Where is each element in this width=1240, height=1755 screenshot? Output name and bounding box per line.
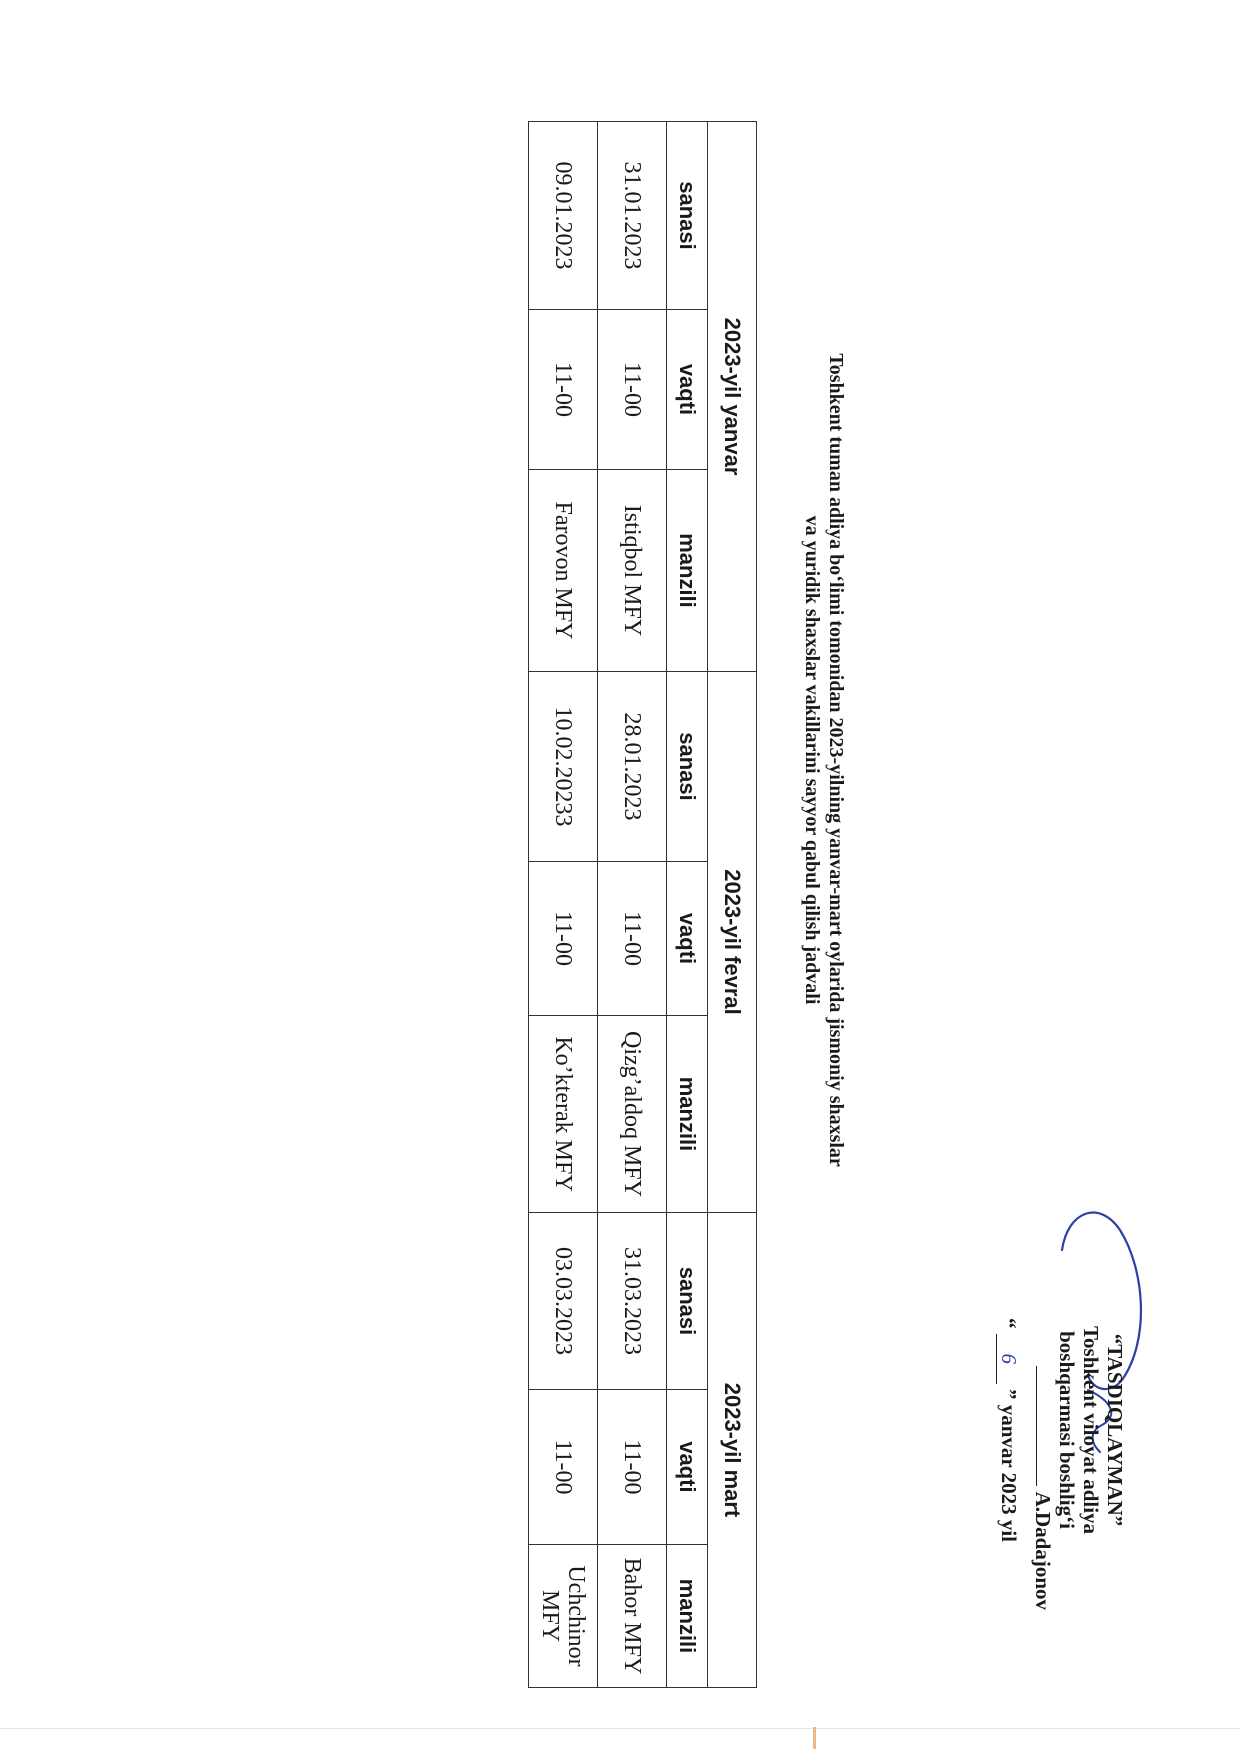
month-header: 2023-yil fevral — [708, 672, 757, 1213]
table-cell: 31.01.2023 — [598, 122, 667, 310]
table-cell: 31.03.2023 — [598, 1213, 667, 1390]
scan-edge-mark — [813, 1727, 816, 1749]
approval-position-line1: Toshkent viloyat adliya — [1079, 1325, 1103, 1535]
month-header: 2023-yil yanvar — [708, 122, 757, 672]
table-cell: 11-00 — [598, 862, 667, 1016]
column-header: manzili — [667, 1016, 708, 1213]
table-cell: 03.03.2023 — [529, 1213, 598, 1390]
approval-heading: “TASDIQLAYMAN” — [1103, 1333, 1127, 1527]
column-header-row — [667, 122, 708, 1688]
column-header: sanasi — [667, 122, 708, 310]
signature-underline — [1036, 1366, 1037, 1486]
table-cell: Istiqbol MFY — [598, 470, 667, 672]
approval-position-line2: boshqarmasi boshlig‘i — [1055, 1331, 1079, 1529]
document-title — [800, 160, 848, 1360]
table-cell: 09.01.2023 — [529, 122, 598, 310]
signer-name: A.Dadajonov — [1031, 1491, 1055, 1610]
table-cell: 28.01.2023 — [598, 672, 667, 862]
approval-block — [996, 1200, 1127, 1660]
table-cell: Farovon MFY — [529, 470, 598, 672]
title-line2: va yuridik shaxslar vakillarini sayyor qabul qilish jadvali — [801, 515, 823, 1005]
table-row — [598, 122, 667, 1688]
month-header-row — [708, 122, 757, 1688]
date-day: 6 — [996, 1334, 1021, 1384]
approval-date — [996, 1200, 1021, 1660]
column-header: sanasi — [667, 1213, 708, 1390]
schedule-table — [528, 121, 757, 1688]
column-header: manzili — [667, 1545, 708, 1688]
table-cell: 11-00 — [598, 1390, 667, 1545]
month-header: 2023-yil mart — [708, 1213, 757, 1688]
table-cell: Uchchinor MFY — [529, 1545, 598, 1688]
table-row — [529, 122, 598, 1688]
column-header: vaqti — [667, 862, 708, 1016]
column-header: vaqti — [667, 1390, 708, 1545]
table-cell: 11-00 — [529, 1390, 598, 1545]
column-header: sanasi — [667, 672, 708, 862]
table-cell: 11-00 — [529, 310, 598, 470]
signer-line — [1031, 1200, 1055, 1660]
table-cell: 10.02.20233 — [529, 672, 598, 862]
table-cell: Bahor MFY — [598, 1545, 667, 1688]
title-line1: Toshkent tuman adliya bo‘limi tomonidan 2023-yilning yanvar-mart oylarida jismoniy shaxslar — [825, 353, 847, 1167]
scan-edge-line — [0, 1728, 1240, 1729]
table-cell: Qizg’aldoq MFY — [598, 1016, 667, 1213]
column-header: vaqti — [667, 310, 708, 470]
table-cell: 11-00 — [529, 862, 598, 1016]
table-cell: 11-00 — [598, 310, 667, 470]
date-open-quote: “ — [997, 1317, 1021, 1329]
table-cell: Ko’kterak MFY — [529, 1016, 598, 1213]
date-rest: ” yanvar 2023 yil — [997, 1388, 1021, 1543]
column-header: manzili — [667, 470, 708, 672]
